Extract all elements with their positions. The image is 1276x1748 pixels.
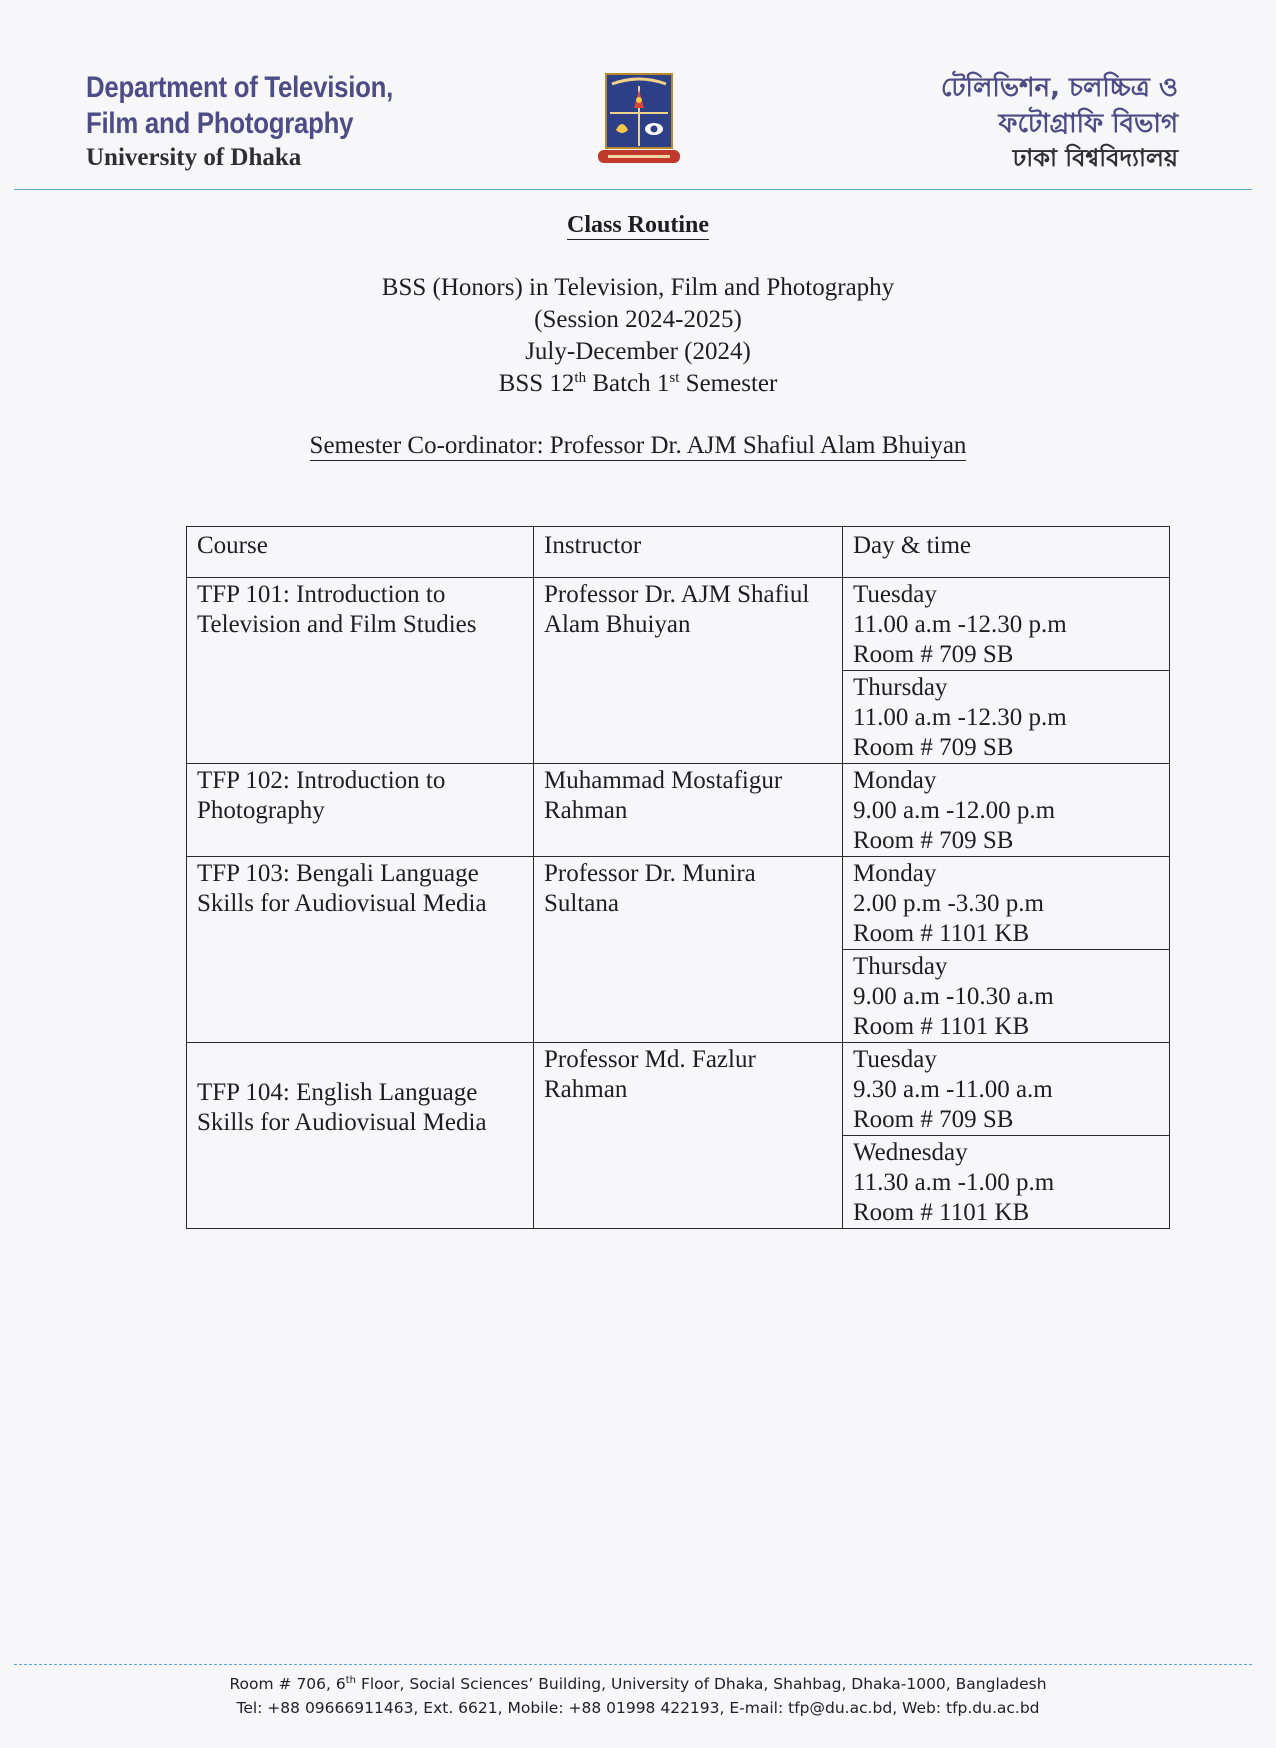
university-crest-logo (594, 72, 684, 172)
course-cell: TFP 104: English Language Skills for Audiovisual Media (187, 1043, 534, 1229)
table-row (187, 857, 1170, 950)
department-name-bengali-line2: ফটোগ্রাফি বিভাগ (998, 109, 1178, 139)
schedule-cell: Monday 9.00 a.m -12.00 p.m Room # 709 SB (843, 764, 1170, 857)
table-row (187, 1043, 1170, 1136)
course-cell: TFP 102: Introduction to Photography (187, 764, 534, 857)
department-name-bengali-line1: টেলিভিশন, চলচ্চিত্র ও (940, 73, 1178, 103)
program-info (0, 272, 1276, 400)
class-routine-table (186, 526, 1170, 1229)
instructor-cell: Professor Dr. AJM Shafiul Alam Bhuiyan (534, 578, 843, 764)
table-row (187, 578, 1170, 671)
schedule-cell: Thursday 11.00 a.m -12.30 p.m Room # 709 SB (843, 671, 1170, 764)
header-instructor: Instructor (534, 527, 843, 578)
letterhead-bengali (941, 70, 1178, 174)
schedule-cell: Tuesday 11.00 a.m -12.30 p.m Room # 709 SB (843, 578, 1170, 671)
letterhead-english (86, 70, 443, 173)
university-name-bengali: ঢাকা বিশ্ববিদ্যালয় (1012, 144, 1178, 172)
header-day-time: Day & time (843, 527, 1170, 578)
session-line: (Session 2024-2025) (534, 306, 742, 333)
instructor-cell: Muhammad Mostafigur Rahman (534, 764, 843, 857)
schedule-cell: Thursday 9.00 a.m -10.30 a.m Room # 1101 KB (843, 950, 1170, 1043)
footer-contact: Tel: +88 09666911463, Ext. 6621, Mobile: +88 01998 422193, E-mail: tfp@du.ac.bd, Web: tfp.du.ac.bd (236, 1699, 1040, 1717)
program-name: BSS (Honors) in Television, Film and Photography (381, 274, 895, 301)
table-row (187, 764, 1170, 857)
footer-address: Room # 706, 6th Floor, Social Sciences’ Building, University of Dhaka, Shahbag, Dhaka-1000, Bangladesh (229, 1675, 1047, 1693)
schedule-cell: Monday 2.00 p.m -3.30 p.m Room # 1101 KB (843, 857, 1170, 950)
schedule-cell: Wednesday 11.30 a.m -1.00 p.m Room # 1101 KB (843, 1136, 1170, 1229)
footer (0, 1672, 1276, 1720)
batch-line: BSS 12th Batch 1st Semester (498, 370, 778, 397)
university-name: University of Dhaka (86, 144, 302, 171)
instructor-cell: Professor Md. Fazlur Rahman (534, 1043, 843, 1229)
course-cell: TFP 103: Bengali Language Skills for Audiovisual Media (187, 857, 534, 1043)
document-title: Class Routine (566, 212, 710, 238)
instructor-cell: Professor Dr. Munira Sultana (534, 857, 843, 1043)
department-name-line1: Department of Television, (86, 71, 394, 104)
course-cell: TFP 101: Introduction to Television and Film Studies (187, 578, 534, 764)
semester-coordinator: Semester Co-ordinator: Professor Dr. AJM Shafiul Alam Bhuiyan (309, 432, 967, 459)
term-line: July-December (2024) (525, 338, 751, 365)
header-course: Course (187, 527, 534, 578)
department-name-line2: Film and Photography (86, 107, 354, 140)
footer-divider (14, 1664, 1252, 1665)
table-header-row (187, 527, 1170, 578)
schedule-cell: Tuesday 9.30 a.m -11.00 a.m Room # 709 SB (843, 1043, 1170, 1136)
header-divider (14, 189, 1252, 190)
